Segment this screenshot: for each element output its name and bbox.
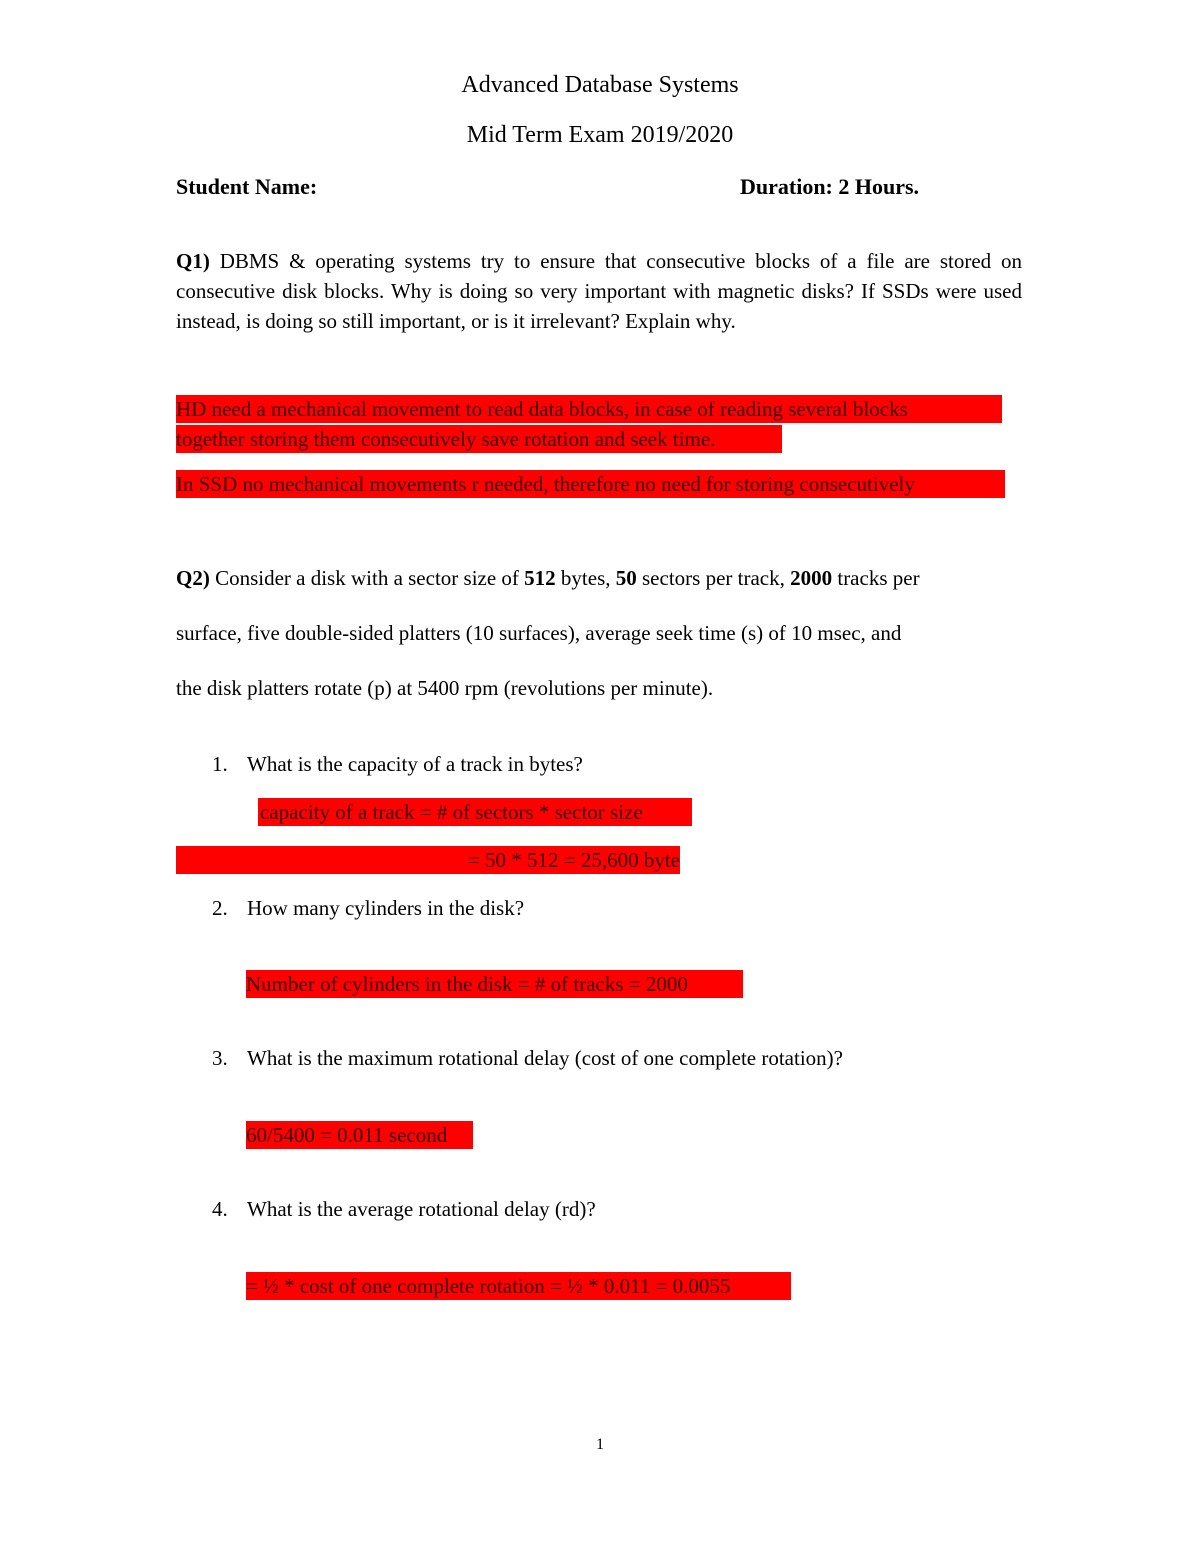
item-2-number: 2. bbox=[212, 896, 228, 920]
item-1-question: What is the capacity of a track in bytes? bbox=[247, 752, 583, 776]
item-3-answer: 60/5400 = 0.011 second bbox=[246, 1121, 473, 1149]
sector-size-value: 512 bbox=[524, 566, 556, 590]
item-3-number: 3. bbox=[212, 1046, 228, 1070]
q1-question bbox=[176, 246, 1022, 336]
document-subtitle: Mid Term Exam 2019/2020 bbox=[466, 122, 734, 148]
tracks-value: 2000 bbox=[790, 566, 833, 590]
q1-answer-line-1: HD need a mechanical movement to read data blocks, in case of reading several blocks bbox=[176, 395, 1002, 423]
item-2-question: How many cylinders in the disk? bbox=[247, 896, 525, 920]
student-name-label: Student Name: bbox=[176, 174, 318, 199]
q1-answer-line-2: together storing them consecutively save rotation and seek time. bbox=[176, 425, 782, 453]
item-4-question: What is the average rotational delay (rd)? bbox=[247, 1197, 596, 1221]
item-1-answer-line-1: capacity of a track = # of sectors * sector size bbox=[258, 798, 692, 826]
q1-answer-line-3: In SSD no mechanical movements r needed, therefore no need for storing consecutively bbox=[176, 470, 1005, 498]
q2-line-1: Q2) Consider a disk with a sector size of 512 bytes, 50 sectors per track, 2000 tracks per bbox=[176, 566, 920, 590]
q2-line-2: surface, five double-sided platters (10 surfaces), average seek time (s) of 10 msec, and bbox=[176, 621, 902, 645]
document-title: Advanced Database Systems bbox=[461, 72, 739, 98]
q2-line-3: the disk platters rotate (p) at 5400 rpm (revolutions per minute). bbox=[176, 676, 714, 700]
sectors-per-track-value: 50 bbox=[615, 566, 637, 590]
item-2-answer: Number of cylinders in the disk = # of tracks = 2000 bbox=[246, 970, 743, 998]
q2-label: Q2) bbox=[176, 566, 210, 590]
item-4-number: 4. bbox=[212, 1197, 228, 1221]
item-4-answer: = ½ * cost of one complete rotation = ½ * 0.011 = 0.0055 bbox=[246, 1272, 791, 1300]
item-1-answer-line-2: = 50 * 512 = 25,600 byte bbox=[176, 846, 680, 874]
item-1-number: 1. bbox=[212, 752, 228, 776]
duration-label: Duration: 2 Hours. bbox=[740, 174, 920, 199]
page-number: 1 bbox=[596, 1436, 604, 1453]
item-3-question: What is the maximum rotational delay (cost of one complete rotation)? bbox=[247, 1046, 843, 1070]
q1-text: DBMS & operating systems try to ensure that consecutive blocks of a file are stored on consecutive disk blocks. Why is doing so very important with magnetic disks? If SSDs were used instead, is doing so still important, or is it irrelevant? Explain why. bbox=[176, 249, 1022, 333]
q1-label: Q1) bbox=[176, 249, 210, 273]
